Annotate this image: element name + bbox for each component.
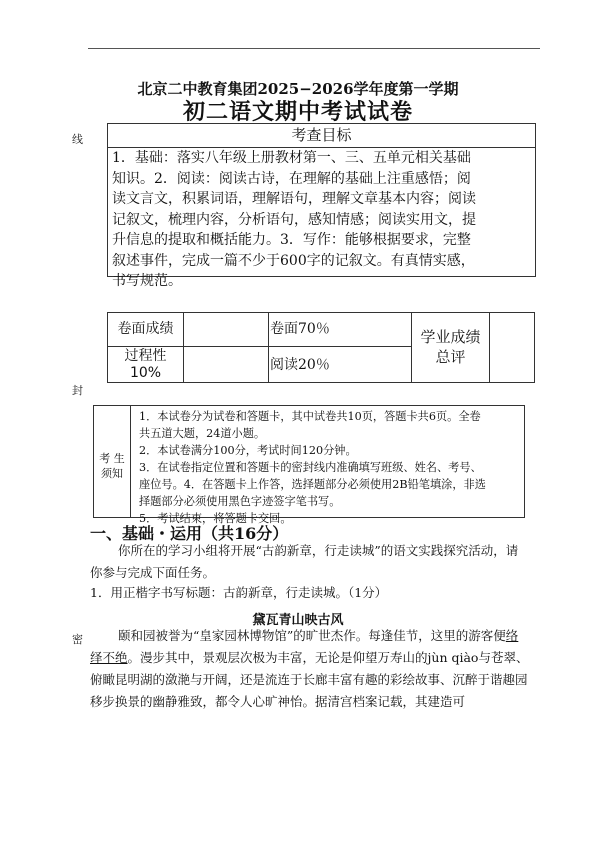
notes-box: [93, 405, 525, 525]
score-item-paper: 卷面70％: [270, 321, 330, 337]
notes-label-line1: 考 生: [99, 452, 125, 465]
article-line-1: [118, 625, 518, 647]
margin-label-mi: 密: [72, 633, 83, 646]
underlined-phrase: 绎不绝: [90, 650, 128, 665]
note-line: 共五道大题，24道小题。: [139, 427, 266, 440]
score-label-process-percent: 10%: [129, 365, 162, 381]
note-line: 1．本试卷分为试卷和答题卡，其中试卷共10页，答题卡共6页。全卷: [139, 410, 481, 423]
exam-title: 初二语文期中考试试卷: [182, 99, 413, 125]
objectives-body: [112, 148, 531, 292]
question-1: 1．用正楷字书写标题：古韵新章，行走读城。（1分）: [90, 585, 388, 600]
score-item-reading: 阅读20％: [270, 357, 330, 373]
score-label-paper: 卷面成绩: [117, 321, 174, 337]
note-line: 座位号。4．在答题卡上作答，选择题部分必须使用2B铅笔填涂，非选: [139, 478, 486, 491]
score-label-process: 过程性: [124, 348, 167, 364]
article-line-2-text: 。漫步其中，景观层次极为丰富，无论是仰望万寿山的jùn qiào与苍翠、: [127, 650, 529, 665]
intro-line-2: 你参与完成下面任务。: [90, 565, 216, 580]
score-table: [107, 312, 535, 383]
note-line: 2．本试卷满分100分，考试时间120分钟。: [139, 444, 357, 457]
objectives-line: 记叙文，梳理内容，分析语句，感知情感；阅读实用文，提: [112, 211, 476, 228]
notes-list: [139, 408, 518, 527]
score-col-divider: [489, 313, 490, 382]
objectives-line: 升信息的提取和概括能力。3．写作：能够根据要求，完整: [112, 232, 471, 248]
score-col-divider: [268, 313, 269, 382]
note-line: 择题部分必须使用黑色字迹签字笔书写。: [139, 495, 341, 508]
objectives-table: [107, 123, 536, 289]
overall-label: 学业成绩: [420, 328, 481, 346]
article-line-3: 俯瞰昆明湖的潋滟与开阔，还是流连于长廊丰富有趣的彩绘故事、沉醉于谐趣园: [90, 672, 528, 687]
objectives-line: 1．基础：落实八年级上册教材第一、三、五单元相关基础: [112, 150, 471, 166]
top-rule: [88, 48, 540, 49]
article-line-1-text: 颐和园被誉为“皇家园林博物馆”的旷世杰作。每逢佳节，这里的游客便: [118, 628, 506, 643]
margin-label-feng: 封: [72, 384, 83, 397]
article-line-2: [90, 647, 528, 669]
intro-line-1: 你所在的学习小组将开展“古韵新章，行走读城”的语文实践探究活动，请: [118, 543, 519, 558]
article-line-4: 移步换景的幽静雅致，都令人心旷神怡。据清宫档案记载，其建造可: [90, 694, 466, 709]
school-title: 北京二中教育集团2025−2026学年度第一学期: [137, 80, 459, 98]
objectives-header: 考查目标: [108, 124, 535, 148]
score-row-divider: [108, 346, 411, 347]
objectives-line: 叙述事件，完成一篇不少于600字的记叙文。有真情实感，: [112, 252, 475, 269]
note-line: 5．考试结束，将答题卡交回。: [139, 512, 292, 525]
objectives-line: 书写规范。: [112, 273, 182, 289]
article-title: 黛瓦青山映古风: [252, 613, 344, 628]
note-line: 3．在试卷指定位置和答题卡的密封线内准确填写班级、姓名、考号、: [139, 461, 482, 474]
underlined-char: 络: [505, 628, 519, 643]
overall-label-sub: 总评: [435, 348, 466, 366]
objectives-line: 知识。2．阅读：阅读古诗，在理解的基础上注重感悟；阅: [112, 170, 471, 187]
objectives-line: 读文言文，积累词语，理解语句，理解文章基本内容；阅读: [112, 191, 476, 207]
margin-label-xian: 线: [72, 133, 83, 146]
section-one-heading: 一、基础・运用（共16分）: [90, 524, 289, 543]
notes-label-line2: 须知: [101, 467, 123, 480]
score-col-divider: [183, 313, 184, 382]
notes-label: [94, 406, 131, 517]
